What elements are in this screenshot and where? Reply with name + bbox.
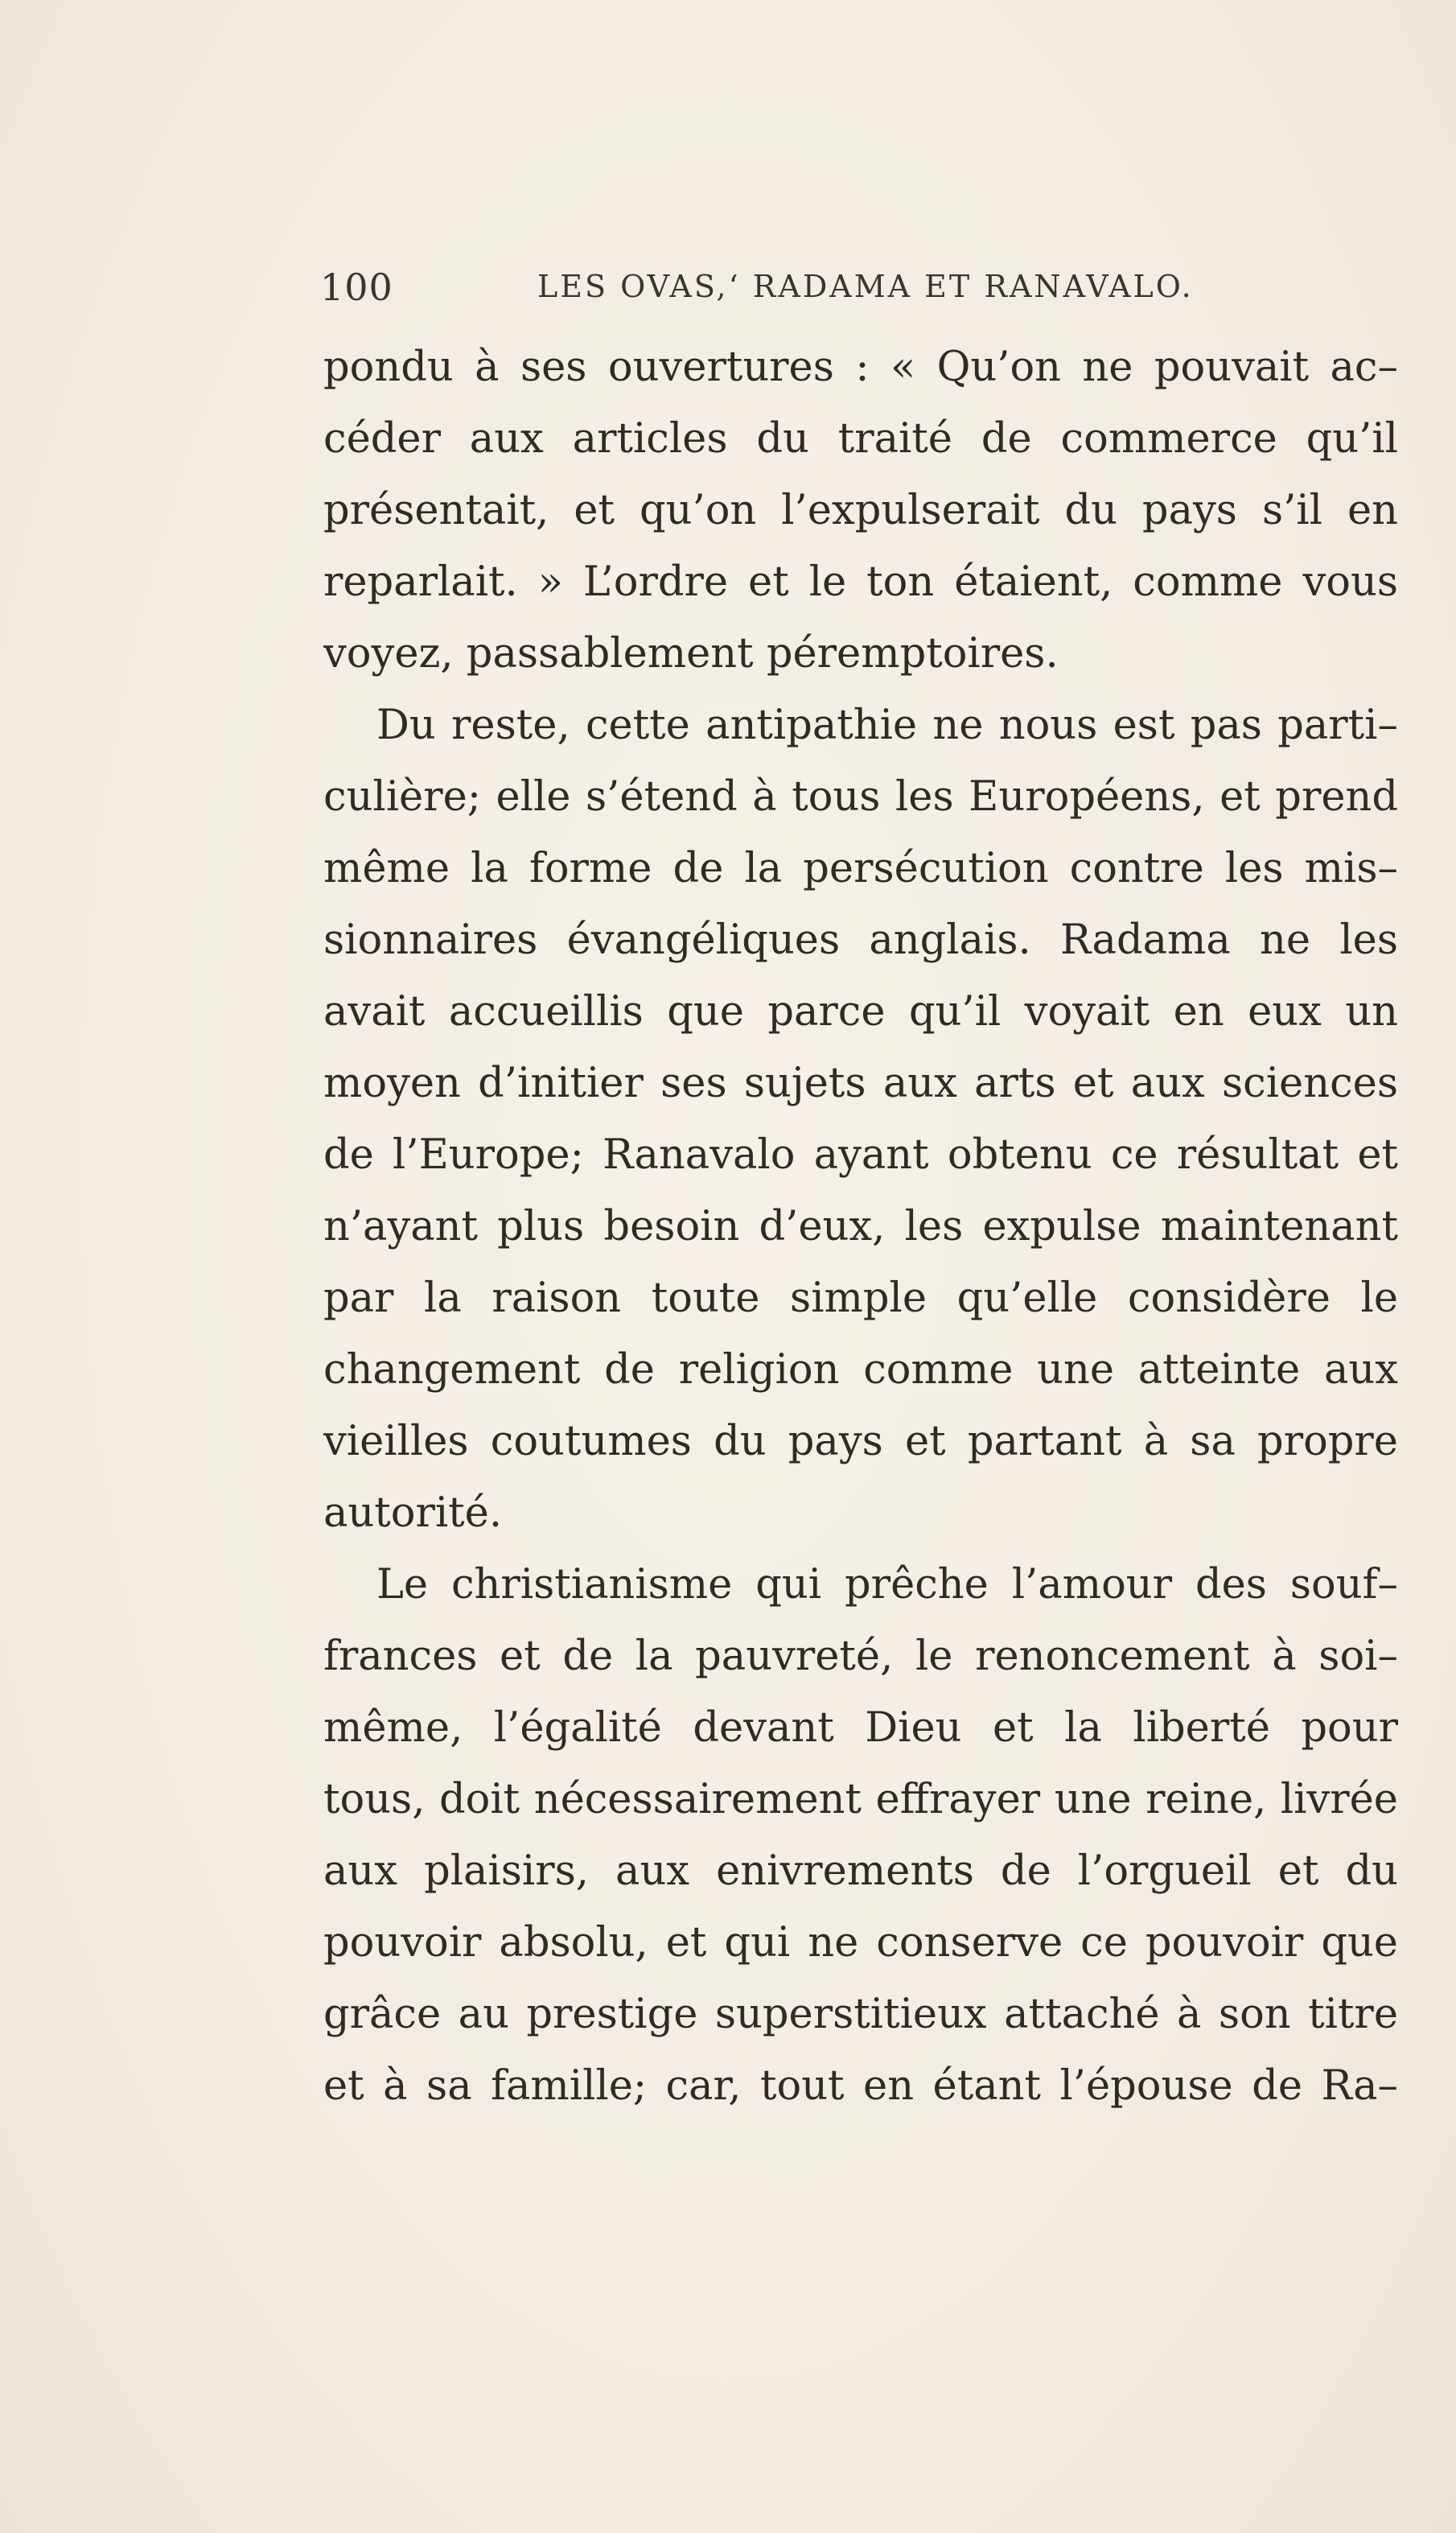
text-line: sionnaires évangéliques anglais. Radama ne les [323, 916, 1398, 964]
text-line: frances et de la pauvreté, le renoncement à soi– [323, 1633, 1398, 1680]
text-line: autorité. [323, 1489, 503, 1537]
text-line: culière; elle s’étend à tous les Européens, et prend [323, 773, 1398, 821]
text-line: n’ayant plus besoin d’eux, les expulse maintenant [323, 1203, 1398, 1250]
text-line: pondu à ses ouvertures : « Qu’on ne pouvait ac– [323, 344, 1398, 391]
text-line: aux plaisirs, aux enivrements de l’orgueil et du [323, 1847, 1398, 1895]
text-line: grâce au prestige superstitieux attaché à son titre [323, 1991, 1398, 2038]
text-line: par la raison toute simple qu’elle considère le [323, 1275, 1398, 1322]
text-line: même la forme de la persécution contre les mis– [323, 845, 1398, 892]
text-line: pouvoir absolu, et qui ne conserve ce pouvoir que [323, 1919, 1398, 1967]
text-line: changement de religion comme une atteinte aux [323, 1346, 1398, 1394]
page-number: 100 [320, 266, 393, 309]
body-text [323, 332, 1398, 2122]
text-line: de l’Europe; Ranavalo ayant obtenu ce résultat et [323, 1131, 1398, 1179]
text-line: présentait, et qu’on l’expulserait du pays s’il en [323, 487, 1398, 534]
paragraph-start-line: Le christianisme qui prêche l’amour des souf– [376, 1561, 1398, 1608]
text-line: céder aux articles du traité de commerce qu’il [323, 415, 1398, 463]
text-line: et à sa famille; car, tout en étant l’épouse de Ra– [323, 2062, 1398, 2110]
text-line: même, l’égalité devant Dieu et la liberté pour [323, 1704, 1398, 1752]
paragraph-start-line: Du reste, cette antipathie ne nous est pas parti– [376, 702, 1398, 749]
text-line: avait accueillis que parce qu’il voyait en eux un [323, 988, 1398, 1036]
page-header [320, 257, 1398, 314]
text-line: moyen d’initier ses sujets aux arts et aux sciences [323, 1060, 1398, 1107]
running-title: LES OVAS,‘ RADAMA ET RANAVALO. [537, 269, 1194, 304]
text-line: tous, doit nécessairement effrayer une reine, livrée [323, 1776, 1398, 1823]
text-line: reparlait. » L’ordre et le ton étaient, comme vous [323, 558, 1398, 606]
text-line: voyez, passablement péremptoires. [323, 630, 1059, 678]
text-line: vieilles coutumes du pays et partant à sa propre [323, 1418, 1398, 1465]
